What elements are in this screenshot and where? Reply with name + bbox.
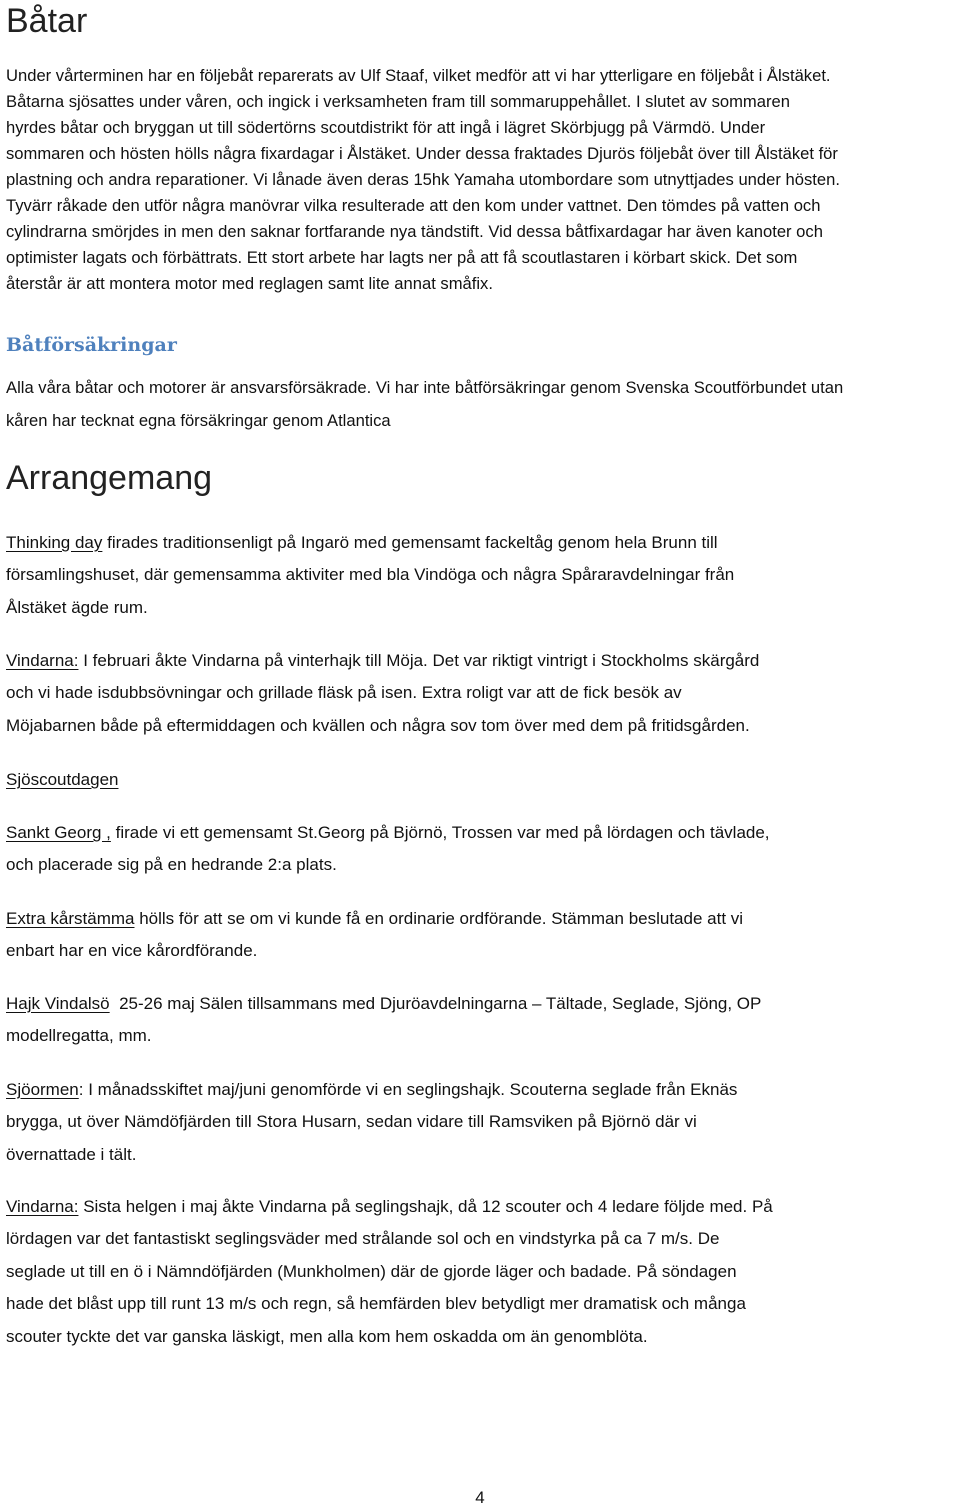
item-line: och vi hade isdubbsövningar och grillade fläsk på isen. Extra roligt var att de fick besök av [6, 683, 682, 703]
paragraph-line: plastning och andra reparationer. Vi lånade även deras 15hk Yamaha utombordare som utnyttjades under hösten. [6, 170, 840, 189]
item-line: brygga, ut över Nämdöfjärden till Stora Husarn, sedan vidare till Ramsviken på Björnö där vi [6, 1112, 697, 1132]
item-sjoormen [6, 1074, 737, 1171]
item-label: Vindarna: [6, 651, 79, 670]
item-line: Ålstäket ägde rum. [6, 597, 148, 617]
item-text: firade vi ett gemensamt St.Georg på Björnö, Trossen var med på lördagen och tävlade, [110, 823, 770, 842]
item-label: Sankt Georg , [6, 823, 111, 842]
item-label: Hajk Vindalsö [6, 994, 110, 1013]
paragraph-line: sommaren och hösten hölls några fixardagar i Ålstäket. Under dessa fraktades Djurös följebåt över till Ålstäket för [6, 144, 838, 163]
heading-batforsakringar: Båtförsäkringar [6, 334, 177, 356]
item-label: Extra kårstämma [6, 909, 135, 928]
item-line: församlingshuset, där gemensamma aktiviter med bla Vindöga och några Spåraravdelningar från [6, 565, 735, 585]
item-text: Sista helgen i maj åkte Vindarna på seglingshajk, då 12 scouter och 4 ledare följde med. På [78, 1197, 773, 1216]
page-number: 4 [475, 1488, 485, 1507]
item-label: Sjöscoutdagen [6, 770, 119, 789]
item-thinking-day [6, 527, 734, 624]
item-vindarna-segling [6, 1191, 773, 1353]
paragraph-line: hyrdes båtar och bryggan ut till södertörns scoutdistrikt för att ingå i lägret Skörbjugg på Värmdö. Under [6, 118, 766, 137]
paragraph-line: optimister lagats och förbättrats. Ett stort arbete har lagts ner på att få scoutlastaren i körbart skick. Det som [6, 248, 798, 267]
paragraph-line: Alla våra båtar och motorer är ansvarsförsäkrade. Vi har inte båtförsäkringar genom Svenska Scoutförbundet utan [6, 378, 844, 397]
item-text: : I månadsskiftet maj/juni genomförde vi en seglingshajk. Scouterna seglade från Eknäs [78, 1080, 738, 1099]
item-label: Vindarna: [6, 1197, 79, 1216]
paragraph-batforsakringar [6, 371, 843, 437]
paragraph-line: Båtarna sjösattes under våren, och ingick i verksamheten fram till sommaruppehållet. I slutet av sommaren [6, 92, 790, 111]
item-line: och placerade sig på en hedrande 2:a plats. [6, 855, 337, 875]
item-sankt-georg [6, 817, 770, 882]
heading-arrangemang: Arrangemang [6, 459, 213, 497]
paragraph-line: Tyvärr råkade den utför några manövrar vilka resulterade att den kom under vattnet. Den tömdes på vatten och [6, 196, 821, 215]
paragraph-line: kåren har tecknat egna försäkringar genom Atlantica [6, 411, 391, 430]
heading-batar: Båtar [6, 2, 88, 40]
item-sjoscoutdagen [6, 764, 118, 796]
item-line: modellregatta, mm. [6, 1026, 152, 1046]
item-line: övernattade i tält. [6, 1144, 137, 1164]
item-vindarna-februari [6, 645, 759, 742]
item-line: seglade ut till en ö i Nämndöfjärden (Munkholmen) där de gjorde läger och badade. På söndagen [6, 1261, 737, 1281]
item-hajk-vindalso [6, 988, 761, 1053]
item-text: 25-26 maj Sälen tillsammans med Djuröavdelningarna – Tältade, Seglade, Sjöng, OP [109, 994, 762, 1013]
item-extra-karstamma [6, 903, 743, 968]
item-label: Sjöormen [6, 1080, 79, 1099]
item-text: I februari åkte Vindarna på vinterhajk till Möja. Det var riktigt vintrigt i Stockholms skärgård [78, 651, 760, 670]
item-line: Möjabarnen både på eftermiddagen och kvällen och några sov tom över med dem på fritidsgården. [6, 715, 750, 735]
item-line: scouter tyckte det var ganska läskigt, men alla kom hem oskadda om än genomblöta. [6, 1326, 648, 1346]
paragraph-batar [6, 63, 840, 297]
item-line: lördagen var det fantastiskt seglingsväder med strålande sol och en vindstyrka på ca 7 m/s. De [6, 1229, 720, 1249]
item-label: Thinking day [6, 533, 103, 552]
item-text: hölls för att se om vi kunde få en ordinarie ordförande. Stämman beslutade att vi [134, 909, 744, 928]
paragraph-line: Under vårterminen har en följebåt reparerats av Ulf Staaf, vilket medför att vi har ytterligare en följebåt i Ålstäket. [6, 66, 831, 85]
paragraph-line: cylindrarna smörjdes in men den saknar fortfarande nya tändstift. Vid dessa båtfixardagar har även kanoter och [6, 222, 823, 241]
paragraph-line: återstår är att montera motor med reglagen samt lite annat småfix. [6, 274, 493, 293]
item-line: enbart har en vice kårordförande. [6, 941, 258, 961]
item-line: hade det blåst upp till runt 13 m/s och regn, så hemfärden blev betydligt mer dramatisk och många [6, 1294, 746, 1314]
item-text: firades traditionsenligt på Ingarö med gemensamt fackeltåg genom hela Brunn till [102, 533, 718, 552]
